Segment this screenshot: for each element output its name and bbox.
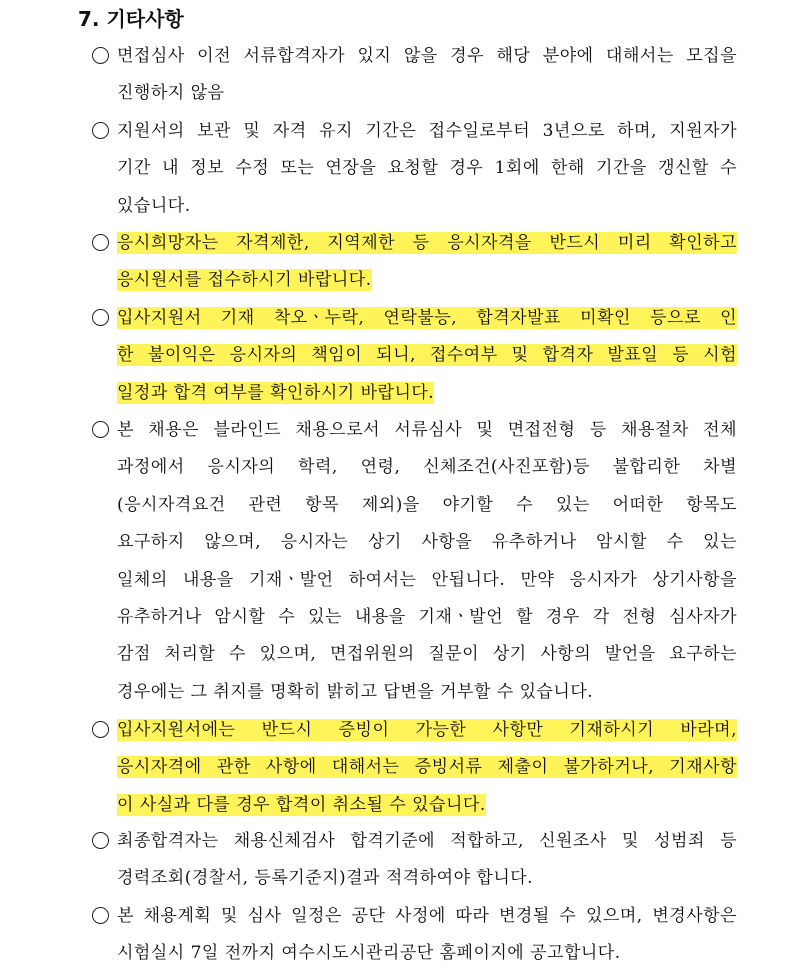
line-text: 감점 처리할 수 있으며, 면접위원의 질문이 상기 사항의 발언을 요구하는	[117, 644, 737, 665]
line-text: 요구하지 않으며, 응시자는 상기 사항을 유추하거나 암시할 수 있는	[117, 532, 737, 553]
list-item-line	[117, 640, 737, 668]
list-item-line	[117, 416, 737, 444]
circle-bullet-icon	[92, 47, 109, 64]
line-text: 경우에는 그 취지를 명확히 밝히고 답변을 거부할 수 있습니다.	[117, 681, 594, 702]
line-text: (응시자격요건 관련 항목 제외)을 야기할 수 있는 어떠한 항목도	[117, 494, 737, 515]
list-item-line	[117, 304, 737, 332]
list-item-line	[117, 379, 434, 407]
line-text: 기간 내 정보 수정 또는 연장을 요청할 경우 1회에 한해 기간을 갱신할 수	[117, 158, 737, 179]
line-text: 본 채용계획 및 심사 일정은 공단 사정에 따라 변경될 수 있으며, 변경사항은	[117, 906, 737, 926]
line-text: 최종합격자는 채용신체검사 합격기준에 적합하고, 신원조사 및 성범죄 등	[117, 831, 737, 851]
line-text: 진행하지 않음	[117, 83, 225, 104]
circle-bullet-icon	[92, 122, 109, 139]
line-text: 입사지원서에는 반드시 증빙이 가능한 사항만 기재하시기 바라며,	[117, 720, 737, 740]
section-title: 7. 기타사항	[78, 7, 184, 31]
line-text: 시험실시 7일 전까지 여수시도시관리공단 홈페이지에 공고합니다.	[117, 943, 621, 964]
line-text: 유추하거나 암시할 수 있는 내용을 기재ㆍ발언 할 경우 각 전형 심사자가	[117, 607, 737, 627]
list-item-line	[117, 229, 737, 257]
list-item-line	[117, 603, 737, 631]
list-item-line	[117, 791, 486, 819]
list-item-line	[117, 192, 191, 220]
line-text: 응시자격에 관한 사항에 대해서는 증빙서류 제출이 불가하거나, 기재사항	[117, 757, 737, 778]
circle-bullet-icon	[92, 721, 109, 738]
line-text: 일정과 합격 여부를 확인하시기 바랍니다.	[117, 382, 435, 403]
list-item-line	[117, 42, 737, 70]
line-text: 본 채용은 블라인드 채용으로서 서류심사 및 면접전형 등 채용절차 전체	[117, 420, 737, 440]
list-item-line	[117, 117, 737, 145]
list-item-line	[117, 341, 737, 369]
list-item-line	[117, 827, 737, 855]
list-item-line	[117, 154, 737, 182]
line-text: 이 사실과 다를 경우 합격이 취소될 수 있습니다.	[117, 794, 486, 815]
circle-bullet-icon	[92, 832, 109, 849]
line-text: 응시원서를 접수하시기 바랍니다.	[117, 270, 372, 291]
list-item-line	[117, 79, 224, 107]
line-text: 과정에서 응시자의 학력, 연령, 신체조건(사진포함)등 불합리한 차별	[117, 457, 737, 478]
line-text: 응시희망자는 자격제한, 지역제한 등 응시자격을 반드시 미리 확인하고	[117, 233, 737, 253]
line-text: 한 불이익은 응시자의 책임이 되니, 접수여부 및 합격자 발표일 등 시험	[117, 345, 737, 366]
list-item-line	[117, 678, 593, 706]
list-item-line	[117, 902, 737, 930]
list-item-line	[117, 716, 737, 744]
list-item-line	[117, 453, 737, 481]
list-item-line	[117, 491, 737, 519]
list-item-line	[117, 753, 737, 781]
line-text: 지원서의 보관 및 자격 유지 기간은 접수일로부터 3년으로 하며, 지원자가	[117, 121, 737, 141]
circle-bullet-icon	[92, 907, 109, 924]
list-item-line	[117, 864, 533, 892]
circle-bullet-icon	[92, 309, 109, 326]
line-text: 일체의 내용을 기재ㆍ발언 하여서는 안됩니다. 만약 응시자가 상기사항을	[117, 569, 737, 590]
list-item-line	[117, 939, 621, 967]
list-item-line	[117, 566, 737, 594]
list-item-line	[117, 266, 372, 294]
list-item-line	[117, 528, 737, 556]
line-text: 입사지원서 기재 착오ㆍ누락, 연락불능, 합격자발표 미확인 등으로 인	[117, 308, 737, 328]
line-text: 경력조회(경찰서, 등록기준지)결과 적격하여야 합니다.	[117, 868, 534, 889]
circle-bullet-icon	[92, 234, 109, 251]
circle-bullet-icon	[92, 421, 109, 438]
line-text: 있습니다.	[117, 195, 191, 216]
line-text: 면접심사 이전 서류합격자가 있지 않을 경우 해당 분야에 대해서는 모집을	[117, 46, 737, 66]
